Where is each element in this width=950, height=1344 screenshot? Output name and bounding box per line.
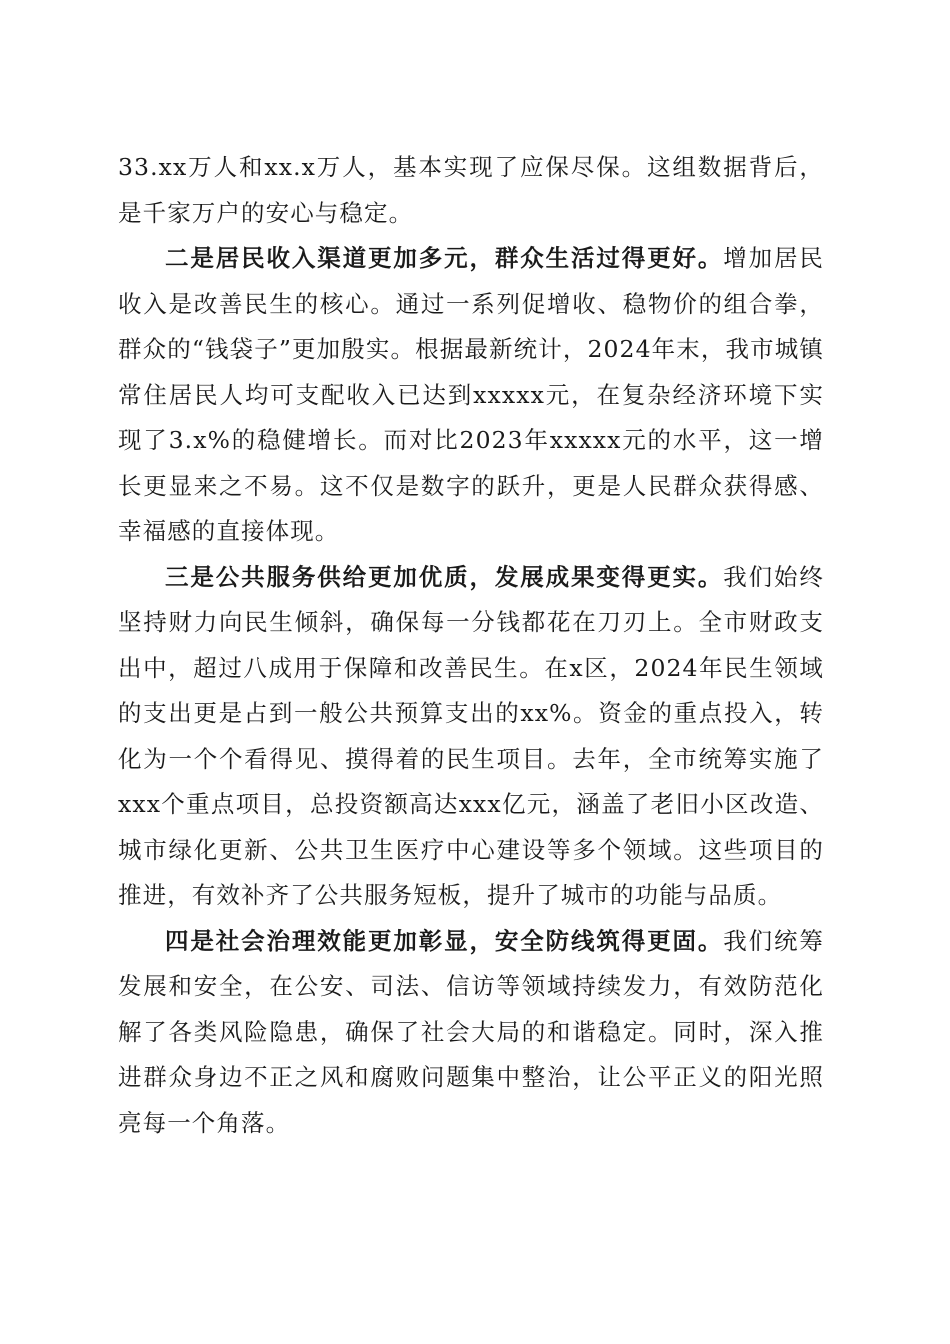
paragraph-2-heading: 二是居民收入渠道更加多元，群众生活过得更好。 bbox=[165, 244, 724, 272]
paragraph-1-text: 33.xx万人和xx.x万人，基本实现了应保尽保。这组数据背后，是千家万户的安心与稳定。 bbox=[118, 153, 824, 227]
paragraph-3 bbox=[118, 555, 824, 919]
paragraph-4-heading: 四是社会治理效能更加彰显，安全防线筑得更固。 bbox=[165, 926, 724, 955]
paragraph-2-text: 增加居民收入是改善民生的核心。通过一系列促增收、稳物价的组合拳，群众的“钱袋子”更加殷实。根据最新统计，2024年末，我市城镇常住居民人均可支配收入已达到xxxxx元，在复杂经济环境下实现了3.x%的稳健增长。而对比2023年xxxxx元的水平，这一增长更显来之不易。这不仅是数字的跃升，更是人民群众获得感、幸福感的直接体现。 bbox=[118, 244, 824, 545]
document-body bbox=[118, 145, 824, 1146]
paragraph-2 bbox=[118, 236, 824, 555]
paragraph-1 bbox=[118, 145, 824, 236]
paragraph-4-text: 我们统筹发展和安全，在公安、司法、信访等领域持续发力，有效防范化解了各类风险隐患，确保了社会大局的和谐稳定。同时，深入推进群众身边不正之风和腐败问题集中整治，让公平正义的阳光照亮每一个角落。 bbox=[118, 926, 824, 1137]
paragraph-3-heading: 三是公共服务供给更加优质，发展成果变得更实。 bbox=[165, 562, 724, 591]
paragraph-4 bbox=[118, 919, 824, 1147]
paragraph-3-text: 我们始终坚持财力向民生倾斜，确保每一分钱都花在刀刃上。全市财政支出中，超过八成用于保障和改善民生。在x区，2024年民生领域的支出更是占到一般公共预算支出的xx%。资金的重点投入，转化为一个个看得见、摸得着的民生项目。去年，全市统筹实施了xxx个重点项目，总投资额高达xxx亿元，涵盖了老旧小区改造、城市绿化更新、公共卫生医疗中心建设等多个领域。这些项目的推进，有效补齐了公共服务短板，提升了城市的功能与品质。 bbox=[118, 562, 824, 909]
